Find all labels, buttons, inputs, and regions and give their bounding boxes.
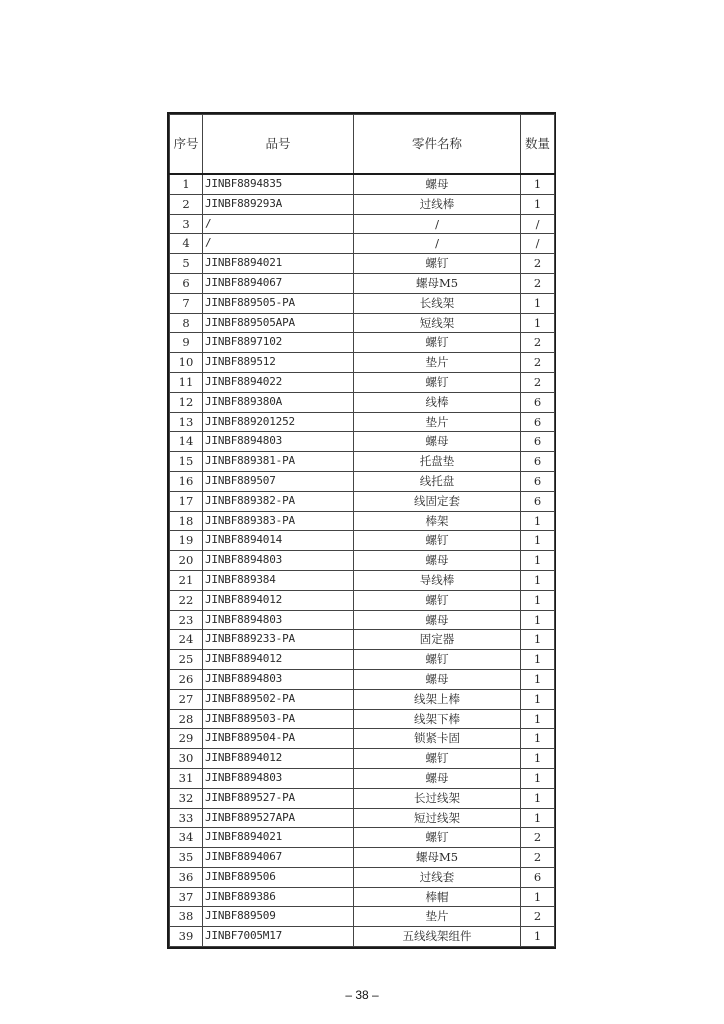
part-number-cell: JINBF889381-PA (203, 452, 354, 472)
quantity-cell: 1 (521, 669, 555, 689)
quantity-cell: 1 (521, 511, 555, 531)
serial-number-cell: 30 (170, 749, 203, 769)
table-row (170, 273, 555, 293)
serial-number-cell: 3 (170, 214, 203, 234)
part-number-cell: JINBF889380A (203, 392, 354, 412)
quantity-cell: 6 (521, 491, 555, 511)
part-name-cell: 螺母M5 (354, 848, 521, 868)
table-row (170, 531, 555, 551)
part-number-cell: JINBF8894835 (203, 174, 354, 194)
quantity-cell: 1 (521, 689, 555, 709)
table-row (170, 194, 555, 214)
serial-number-cell: 8 (170, 313, 203, 333)
table-row (170, 471, 555, 491)
table-row (170, 511, 555, 531)
table-row (170, 867, 555, 887)
serial-number-cell: 20 (170, 551, 203, 571)
quantity-cell: 1 (521, 887, 555, 907)
table-row (170, 372, 555, 392)
header-quantity: 数量 (521, 115, 555, 175)
quantity-cell: 2 (521, 333, 555, 353)
part-number-cell: JINBF8894012 (203, 749, 354, 769)
quantity-cell: 1 (521, 570, 555, 590)
part-number-cell: JINBF8894803 (203, 551, 354, 571)
table-row (170, 927, 555, 947)
serial-number-cell: 10 (170, 353, 203, 373)
header-row (170, 115, 555, 175)
part-name-cell: 固定器 (354, 630, 521, 650)
part-name-cell: 螺钉 (354, 333, 521, 353)
part-name-cell: 导线棒 (354, 570, 521, 590)
quantity-cell: 1 (521, 293, 555, 313)
quantity-cell: 1 (521, 650, 555, 670)
serial-number-cell: 25 (170, 650, 203, 670)
serial-number-cell: 13 (170, 412, 203, 432)
part-name-cell: 过线棒 (354, 194, 521, 214)
table-row (170, 610, 555, 630)
part-number-cell: JINBF8894022 (203, 372, 354, 392)
part-number-cell: / (203, 214, 354, 234)
quantity-cell: 1 (521, 749, 555, 769)
part-name-cell: 过线套 (354, 867, 521, 887)
quantity-cell: 1 (521, 551, 555, 571)
quantity-cell: 1 (521, 194, 555, 214)
serial-number-cell: 7 (170, 293, 203, 313)
serial-number-cell: 35 (170, 848, 203, 868)
serial-number-cell: 23 (170, 610, 203, 630)
part-name-cell: 螺母M5 (354, 273, 521, 293)
serial-number-cell: 19 (170, 531, 203, 551)
part-number-cell: JINBF889386 (203, 887, 354, 907)
part-number-cell: JINBF889293A (203, 194, 354, 214)
part-name-cell: / (354, 214, 521, 234)
quantity-cell: 1 (521, 610, 555, 630)
part-name-cell: 螺母 (354, 174, 521, 194)
part-number-cell: JINBF7005M17 (203, 927, 354, 947)
quantity-cell: 2 (521, 372, 555, 392)
serial-number-cell: 12 (170, 392, 203, 412)
part-number-cell: JINBF889233-PA (203, 630, 354, 650)
quantity-cell: 2 (521, 273, 555, 293)
table-row (170, 412, 555, 432)
serial-number-cell: 16 (170, 471, 203, 491)
part-name-cell: 垫片 (354, 353, 521, 373)
part-name-cell: 螺钉 (354, 531, 521, 551)
quantity-cell: 1 (521, 729, 555, 749)
serial-number-cell: 28 (170, 709, 203, 729)
table-row (170, 353, 555, 373)
quantity-cell: 1 (521, 709, 555, 729)
part-name-cell: 五线线架组件 (354, 927, 521, 947)
part-name-cell: 螺钉 (354, 749, 521, 769)
serial-number-cell: 9 (170, 333, 203, 353)
serial-number-cell: 31 (170, 768, 203, 788)
table-row (170, 709, 555, 729)
table-row (170, 590, 555, 610)
part-number-cell: JINBF889502-PA (203, 689, 354, 709)
part-name-cell: 螺母 (354, 768, 521, 788)
quantity-cell: 2 (521, 828, 555, 848)
part-name-cell: 螺钉 (354, 650, 521, 670)
quantity-cell: 1 (521, 927, 555, 947)
serial-number-cell: 21 (170, 570, 203, 590)
table-row (170, 313, 555, 333)
quantity-cell: 1 (521, 313, 555, 333)
quantity-cell: 2 (521, 907, 555, 927)
table-row (170, 768, 555, 788)
part-number-cell: JINBF889527APA (203, 808, 354, 828)
part-name-cell: 长过线架 (354, 788, 521, 808)
table-row (170, 729, 555, 749)
header-serial-number: 序号 (170, 115, 203, 175)
serial-number-cell: 24 (170, 630, 203, 650)
serial-number-cell: 15 (170, 452, 203, 472)
part-name-cell: 螺母 (354, 610, 521, 630)
table-row (170, 234, 555, 254)
part-number-cell: JINBF8894021 (203, 254, 354, 274)
serial-number-cell: 38 (170, 907, 203, 927)
quantity-cell: 2 (521, 353, 555, 373)
part-number-cell: JINBF8894021 (203, 828, 354, 848)
part-number-cell: JINBF889384 (203, 570, 354, 590)
table-row (170, 491, 555, 511)
part-name-cell: 螺钉 (354, 590, 521, 610)
table-row (170, 254, 555, 274)
part-name-cell: 锁紧卡固 (354, 729, 521, 749)
serial-number-cell: 34 (170, 828, 203, 848)
parts-table-container (167, 112, 556, 949)
part-number-cell: JINBF889509 (203, 907, 354, 927)
part-number-cell: JINBF8894012 (203, 650, 354, 670)
part-name-cell: 短过线架 (354, 808, 521, 828)
part-number-cell: JINBF889382-PA (203, 491, 354, 511)
table-row (170, 551, 555, 571)
table-row (170, 214, 555, 234)
part-name-cell: 螺母 (354, 432, 521, 452)
part-number-cell: JINBF889201252 (203, 412, 354, 432)
table-row (170, 887, 555, 907)
part-number-cell: JINBF889383-PA (203, 511, 354, 531)
table-row (170, 570, 555, 590)
part-name-cell: 线固定套 (354, 491, 521, 511)
table-row (170, 452, 555, 472)
part-name-cell: 螺钉 (354, 254, 521, 274)
serial-number-cell: 39 (170, 927, 203, 947)
part-name-cell: 线托盘 (354, 471, 521, 491)
header-part-number: 品号 (203, 115, 354, 175)
part-name-cell: 垫片 (354, 907, 521, 927)
quantity-cell: 6 (521, 867, 555, 887)
part-name-cell: 线架下棒 (354, 709, 521, 729)
part-number-cell: JINBF8897102 (203, 333, 354, 353)
serial-number-cell: 22 (170, 590, 203, 610)
quantity-cell: 1 (521, 174, 555, 194)
parts-table (169, 114, 555, 947)
table-row (170, 293, 555, 313)
part-number-cell: JINBF8894067 (203, 273, 354, 293)
part-number-cell: JINBF889504-PA (203, 729, 354, 749)
quantity-cell: 2 (521, 848, 555, 868)
serial-number-cell: 37 (170, 887, 203, 907)
part-number-cell: JINBF8894014 (203, 531, 354, 551)
serial-number-cell: 27 (170, 689, 203, 709)
table-row (170, 848, 555, 868)
table-row (170, 907, 555, 927)
quantity-cell: 6 (521, 412, 555, 432)
part-name-cell: / (354, 234, 521, 254)
table-row (170, 392, 555, 412)
page-number: – 38 – (345, 988, 379, 1002)
part-number-cell: / (203, 234, 354, 254)
serial-number-cell: 6 (170, 273, 203, 293)
table-row (170, 432, 555, 452)
part-name-cell: 螺母 (354, 669, 521, 689)
quantity-cell: 1 (521, 808, 555, 828)
serial-number-cell: 2 (170, 194, 203, 214)
part-name-cell: 托盘垫 (354, 452, 521, 472)
table-row (170, 333, 555, 353)
serial-number-cell: 4 (170, 234, 203, 254)
table-row (170, 749, 555, 769)
table-row (170, 788, 555, 808)
serial-number-cell: 32 (170, 788, 203, 808)
quantity-cell: 1 (521, 768, 555, 788)
part-number-cell: JINBF889512 (203, 353, 354, 373)
part-number-cell: JINBF8894012 (203, 590, 354, 610)
quantity-cell: / (521, 234, 555, 254)
part-number-cell: JINBF889503-PA (203, 709, 354, 729)
part-name-cell: 螺钉 (354, 372, 521, 392)
part-number-cell: JINBF8894803 (203, 669, 354, 689)
serial-number-cell: 1 (170, 174, 203, 194)
serial-number-cell: 33 (170, 808, 203, 828)
part-number-cell: JINBF8894803 (203, 610, 354, 630)
table-row (170, 808, 555, 828)
part-name-cell: 长线架 (354, 293, 521, 313)
table-row (170, 828, 555, 848)
serial-number-cell: 5 (170, 254, 203, 274)
table-row (170, 669, 555, 689)
table-row (170, 630, 555, 650)
part-name-cell: 棒架 (354, 511, 521, 531)
serial-number-cell: 18 (170, 511, 203, 531)
part-name-cell: 线架上棒 (354, 689, 521, 709)
part-number-cell: JINBF8894803 (203, 768, 354, 788)
table-row (170, 689, 555, 709)
serial-number-cell: 11 (170, 372, 203, 392)
quantity-cell: / (521, 214, 555, 234)
table-body (170, 174, 555, 947)
part-number-cell: JINBF8894067 (203, 848, 354, 868)
part-number-cell: JINBF889505APA (203, 313, 354, 333)
table-row (170, 174, 555, 194)
part-name-cell: 棒帽 (354, 887, 521, 907)
part-name-cell: 线棒 (354, 392, 521, 412)
part-number-cell: JINBF889507 (203, 471, 354, 491)
quantity-cell: 1 (521, 531, 555, 551)
quantity-cell: 6 (521, 432, 555, 452)
part-name-cell: 垫片 (354, 412, 521, 432)
serial-number-cell: 17 (170, 491, 203, 511)
header-part-name: 零件名称 (354, 115, 521, 175)
part-name-cell: 螺钉 (354, 828, 521, 848)
serial-number-cell: 36 (170, 867, 203, 887)
part-number-cell: JINBF889505-PA (203, 293, 354, 313)
part-name-cell: 螺母 (354, 551, 521, 571)
serial-number-cell: 26 (170, 669, 203, 689)
part-number-cell: JINBF8894803 (203, 432, 354, 452)
quantity-cell: 1 (521, 788, 555, 808)
serial-number-cell: 14 (170, 432, 203, 452)
part-number-cell: JINBF889527-PA (203, 788, 354, 808)
serial-number-cell: 29 (170, 729, 203, 749)
part-name-cell: 短线架 (354, 313, 521, 333)
quantity-cell: 6 (521, 471, 555, 491)
quantity-cell: 6 (521, 452, 555, 472)
quantity-cell: 2 (521, 254, 555, 274)
quantity-cell: 6 (521, 392, 555, 412)
quantity-cell: 1 (521, 590, 555, 610)
table-row (170, 650, 555, 670)
table-header (170, 115, 555, 175)
quantity-cell: 1 (521, 630, 555, 650)
part-number-cell: JINBF889506 (203, 867, 354, 887)
